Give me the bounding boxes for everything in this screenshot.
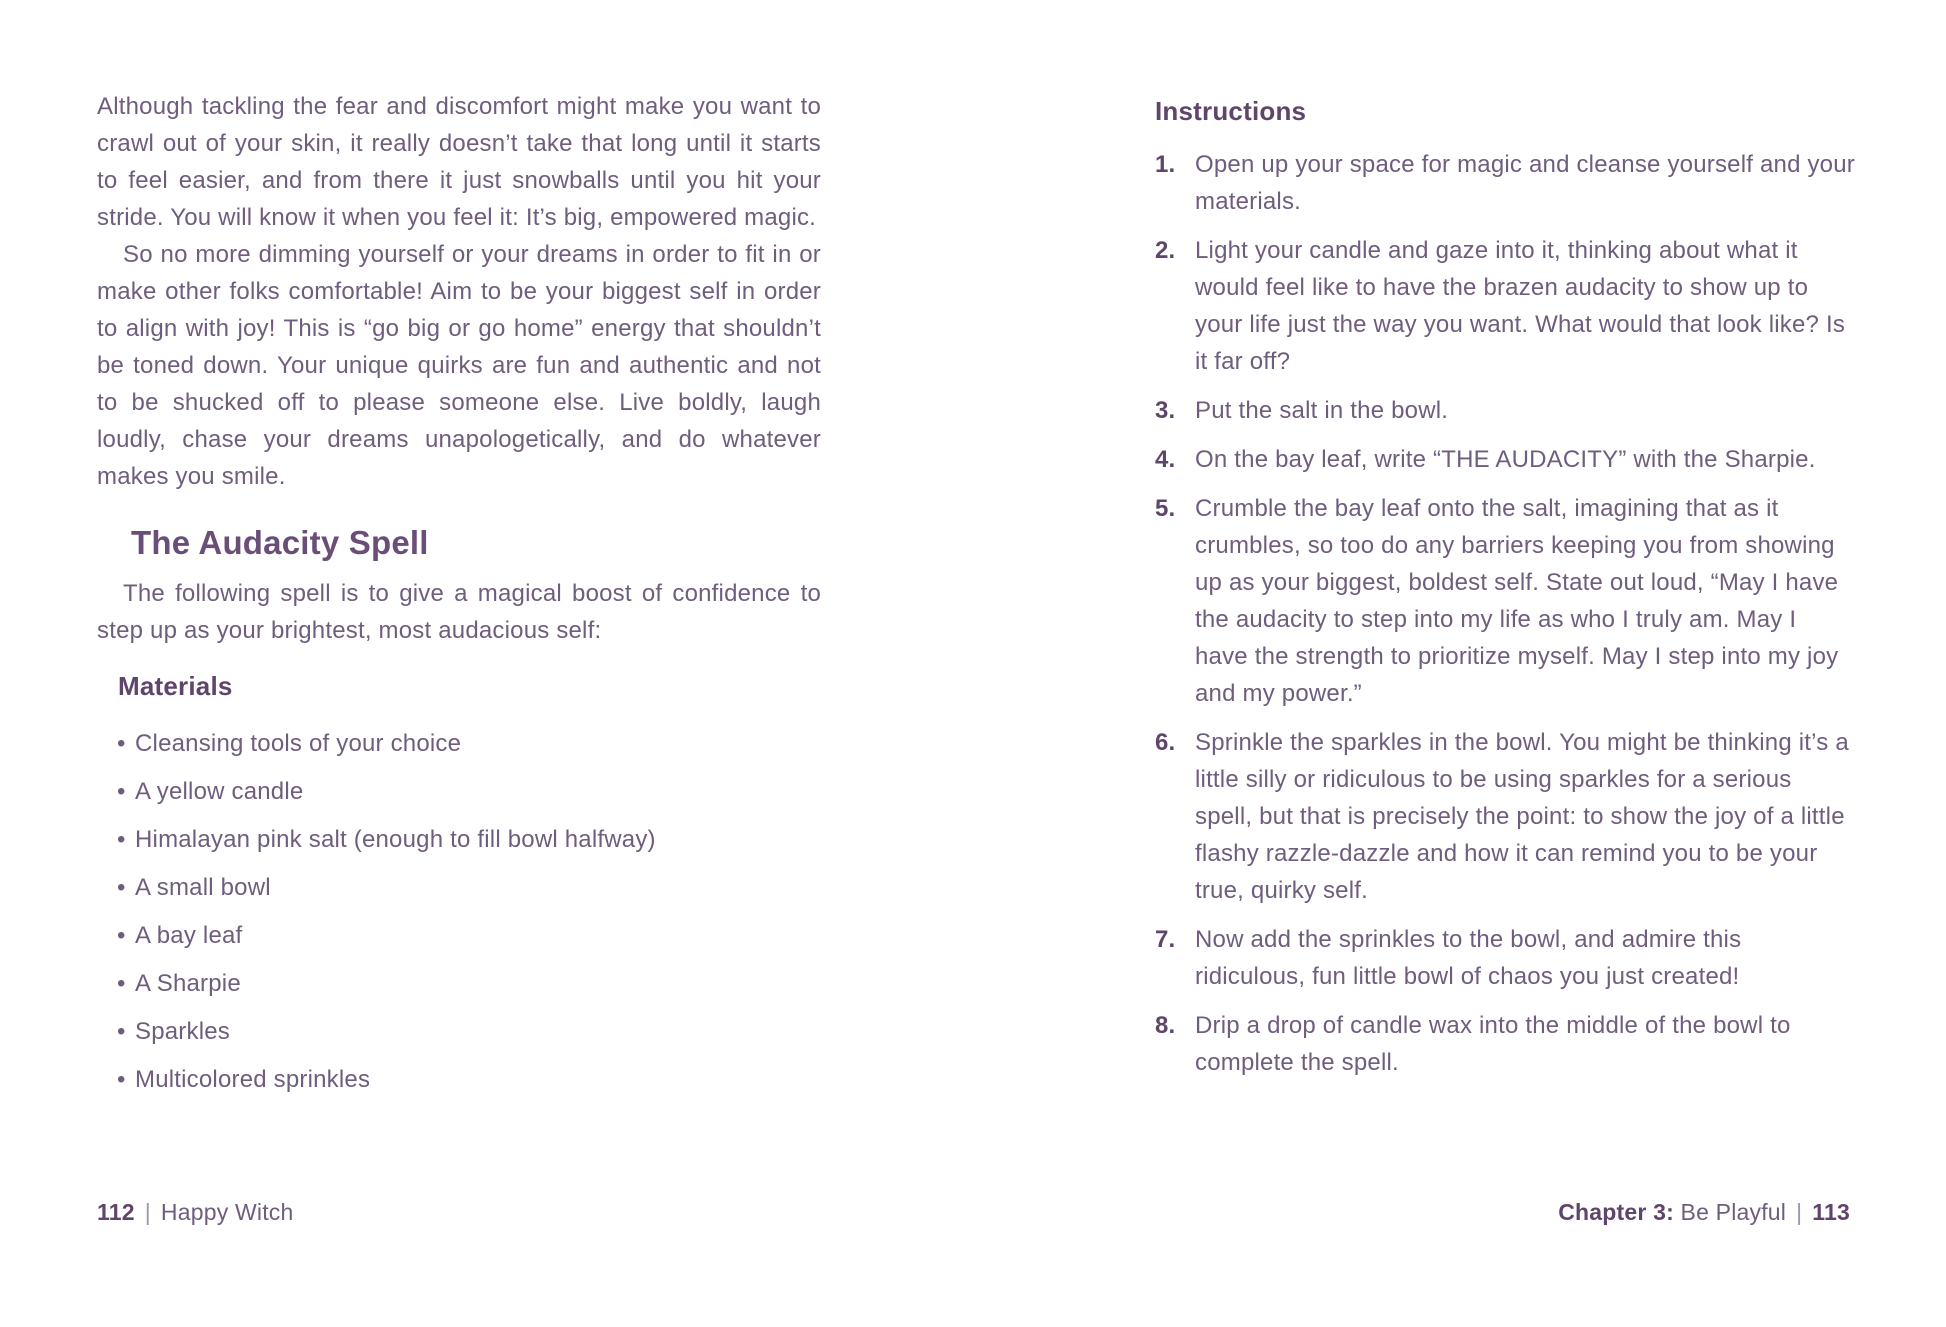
footer-divider: |: [144, 1199, 151, 1225]
list-item-label: A small bowl: [135, 874, 271, 901]
bullet-icon: •: [117, 874, 126, 901]
list-item-label: Sparkles: [135, 1018, 230, 1045]
chapter-title: Be Playful: [1680, 1199, 1787, 1225]
materials-title: Materials: [118, 671, 233, 701]
book-title: Happy Witch: [160, 1199, 294, 1225]
bullet-icon: •: [117, 826, 126, 853]
bullet-icon: •: [117, 922, 126, 949]
list-item: [117, 773, 821, 810]
step-number: 3.: [1155, 397, 1176, 424]
step-number: 5.: [1155, 495, 1176, 522]
step-number: 1.: [1155, 151, 1176, 178]
footer-divider: |: [1796, 1199, 1803, 1225]
instruction-step: [1155, 232, 1855, 380]
list-item: [117, 1013, 821, 1050]
left-page-column: [97, 88, 821, 1109]
step-number: 7.: [1155, 926, 1176, 953]
instructions-list: [1155, 146, 1855, 1081]
step-number: 8.: [1155, 1012, 1176, 1039]
step-text: Crumble the bay leaf onto the salt, imagining that as it crumbles, so too do any barriers keeping you from showing up as your biggest, boldest self. State out loud, “May I have the audacity to step into my life as who I truly am. May I have the strength to prioritize myself. May I step into my joy and my power.”: [1195, 495, 1839, 707]
bullet-icon: •: [117, 730, 126, 757]
instruction-step: [1155, 1007, 1855, 1081]
step-text: Open up your space for magic and cleanse yourself and your materials.: [1195, 151, 1855, 215]
step-text: Now add the sprinkles to the bowl, and admire this ridiculous, fun little bowl of chaos you just created!: [1195, 926, 1742, 990]
instructions-title: Instructions: [1155, 96, 1307, 126]
bullet-icon: •: [117, 1066, 126, 1093]
bullet-icon: •: [117, 970, 126, 997]
step-number: 2.: [1155, 237, 1176, 264]
list-item-label: Multicolored sprinkles: [135, 1066, 371, 1093]
instruction-step: [1155, 921, 1855, 995]
spell-heading: The Audacity Spell: [131, 524, 429, 561]
body-paragraph: So no more dimming yourself or your dreams in order to fit in or make other folks comfortable! Aim to be your biggest self in order to align with joy! This is “go big or go home” energy that shouldn’t be toned down. Your unique quirks are fun and authentic and not to be shucked off to please someone else. Live boldly, laugh loudly, chase your dreams unapologetically, and do whatever makes you smile.: [97, 241, 821, 490]
right-page-footer: [1558, 1197, 1850, 1227]
step-text: Sprinkle the sparkles in the bowl. You might be thinking it’s a little silly or ridiculous to be using sparkles for a serious spell, but that is precisely the point: to show the joy of a little flashy razzle-dazzle and how it can remind you to be your true, quirky self.: [1195, 729, 1849, 904]
bullet-icon: •: [117, 778, 126, 805]
step-text: Drip a drop of candle wax into the middle of the bowl to complete the spell.: [1195, 1012, 1791, 1076]
step-text: On the bay leaf, write “THE AUDACITY” with the Sharpie.: [1195, 446, 1816, 473]
page-number: 113: [1812, 1199, 1850, 1225]
step-text: Put the salt in the bowl.: [1195, 397, 1449, 424]
step-number: 6.: [1155, 729, 1176, 756]
list-item: [117, 917, 821, 954]
list-item: [117, 725, 821, 762]
list-item-label: A Sharpie: [135, 970, 241, 997]
list-item: [117, 869, 821, 906]
body-paragraph: Although tackling the fear and discomfort might make you want to crawl out of your skin, it really doesn’t take that long until it starts to feel easier, and from there it just snowballs until you hit your stride. You will know it when you feel it: It’s big, empowered magic.: [97, 93, 821, 231]
instruction-step: [1155, 146, 1855, 220]
instruction-step: [1155, 392, 1855, 429]
list-item-label: A bay leaf: [135, 922, 243, 949]
step-text: Light your candle and gaze into it, thinking about what it would feel like to have the brazen audacity to show up to your life just the way you want. What would that look like? Is it far off?: [1195, 237, 1846, 375]
instruction-step: [1155, 724, 1855, 909]
list-item-label: Cleansing tools of your choice: [135, 730, 462, 757]
list-item: [117, 965, 821, 1002]
materials-list: [97, 725, 821, 1098]
list-item-label: Himalayan pink salt (enough to fill bowl halfway): [135, 826, 656, 853]
step-number: 4.: [1155, 446, 1176, 473]
left-page-footer: [97, 1197, 293, 1227]
page-number: 112: [97, 1199, 135, 1225]
chapter-label: Chapter 3:: [1558, 1199, 1674, 1225]
right-page-column: [1155, 96, 1855, 1093]
bullet-icon: •: [117, 1018, 126, 1045]
spell-intro-paragraph: The following spell is to give a magical boost of confidence to step up as your brightest, most audacious self:: [97, 580, 821, 644]
instruction-step: [1155, 441, 1855, 478]
list-item: [117, 1061, 821, 1098]
instruction-step: [1155, 490, 1855, 712]
list-item: [117, 821, 821, 858]
list-item-label: A yellow candle: [135, 778, 304, 805]
